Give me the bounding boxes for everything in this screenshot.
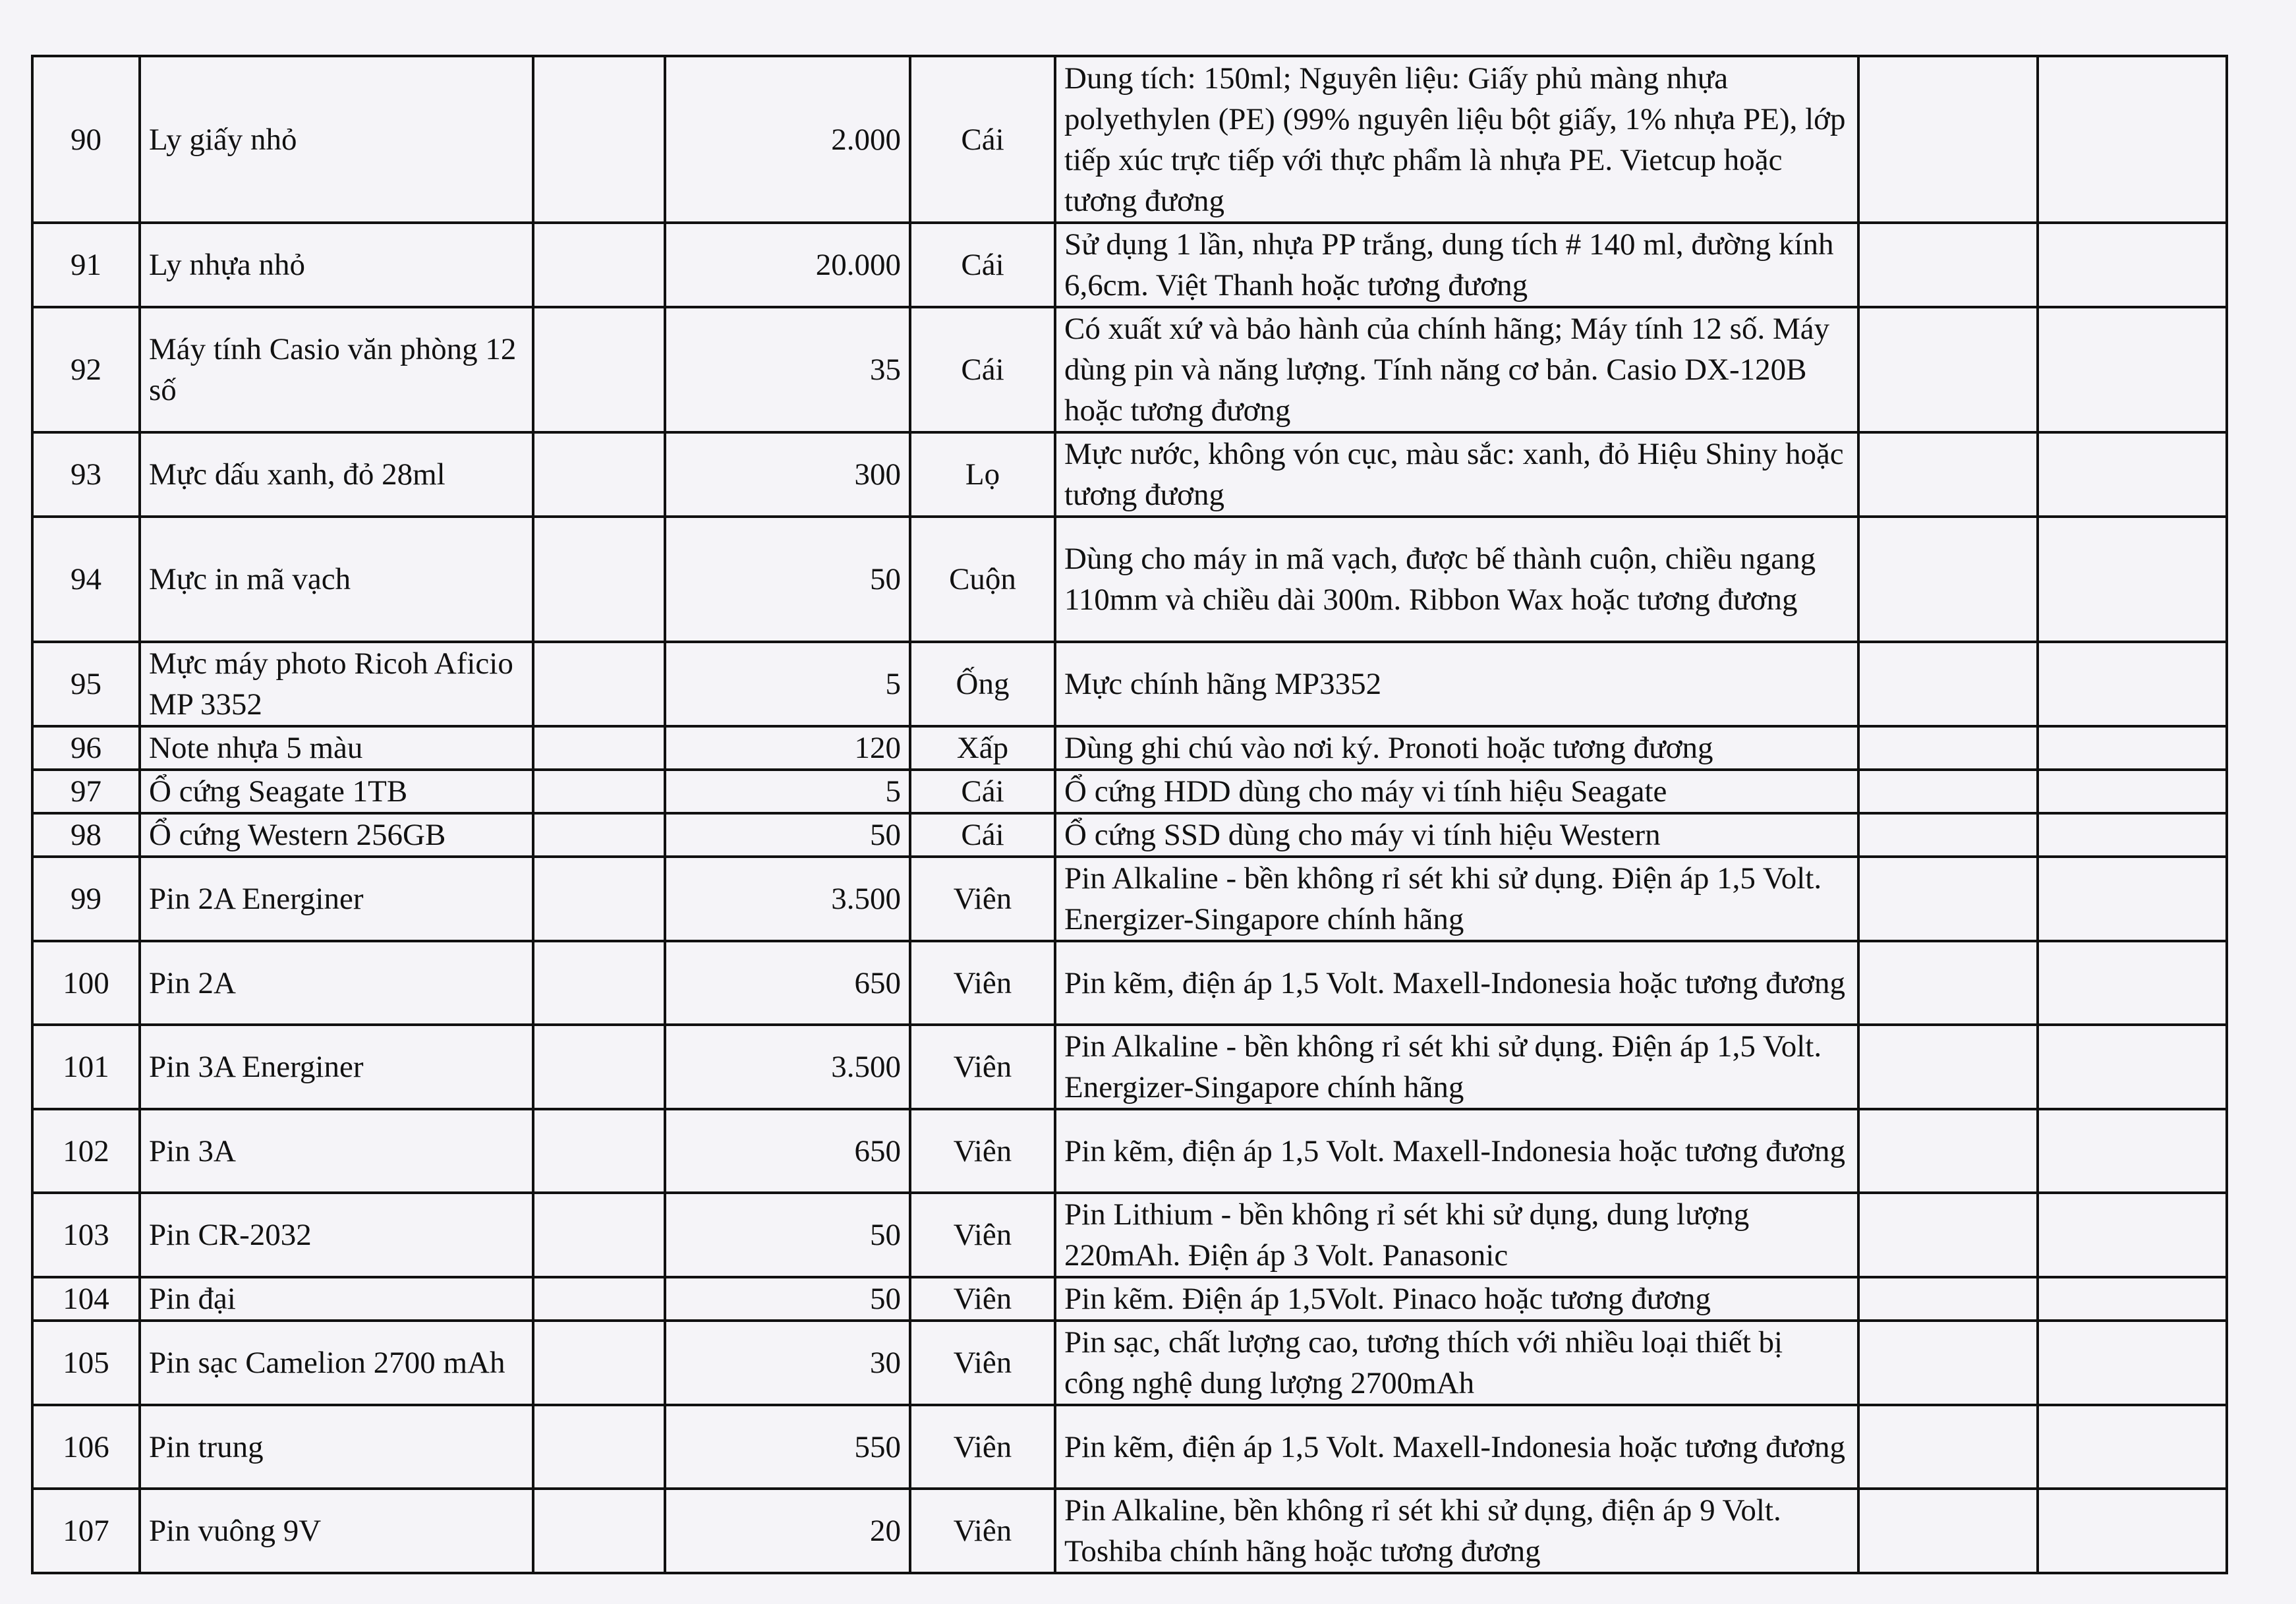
items-table — [31, 55, 2228, 1574]
blank-cell — [2038, 1193, 2227, 1277]
blank-cell — [2038, 1405, 2227, 1489]
item-unit: Cái — [910, 770, 1055, 813]
items-table-body — [32, 56, 2227, 1573]
item-name: Ly giấy nhỏ — [140, 56, 533, 223]
blank-cell — [533, 1109, 665, 1193]
item-quantity: 30 — [665, 1321, 910, 1405]
blank-cell — [533, 642, 665, 726]
item-unit: Viên — [910, 1405, 1055, 1489]
blank-cell — [1858, 1025, 2038, 1109]
item-name: Mực dấu xanh, đỏ 28ml — [140, 432, 533, 517]
table-row — [32, 432, 2227, 517]
blank-cell — [2038, 56, 2227, 223]
blank-cell — [2038, 432, 2227, 517]
item-unit: Cái — [910, 813, 1055, 857]
blank-cell — [533, 857, 665, 941]
row-number: 100 — [32, 941, 140, 1025]
blank-cell — [2038, 1277, 2227, 1321]
item-specification: Dung tích: 150ml; Nguyên liệu: Giấy phủ màng nhựa polyethylen (PE) (99% nguyên liệu bột giấy, 1% nhựa PE), lớp tiếp xúc trực tiếp với thực phẩm là nhựa PE. Vietcup hoặc tương đương — [1055, 56, 1858, 223]
table-row — [32, 517, 2227, 642]
item-specification: Sử dụng 1 lần, nhựa PP trắng, dung tích # 140 ml, đường kính 6,6cm. Việt Thanh hoặc tương đương — [1055, 223, 1858, 307]
item-name: Pin vuông 9V — [140, 1489, 533, 1573]
blank-cell — [533, 770, 665, 813]
item-specification: Pin kẽm, điện áp 1,5 Volt. Maxell-Indonesia hoặc tương đương — [1055, 1109, 1858, 1193]
item-unit: Viên — [910, 1193, 1055, 1277]
item-specification: Mực chính hãng MP3352 — [1055, 642, 1858, 726]
blank-cell — [1858, 223, 2038, 307]
item-quantity: 50 — [665, 1277, 910, 1321]
blank-cell — [2038, 223, 2227, 307]
table-row — [32, 1109, 2227, 1193]
blank-cell — [1858, 432, 2038, 517]
item-name: Pin 2A Energiner — [140, 857, 533, 941]
row-number: 101 — [32, 1025, 140, 1109]
item-quantity: 300 — [665, 432, 910, 517]
blank-cell — [1858, 1109, 2038, 1193]
item-name: Pin CR-2032 — [140, 1193, 533, 1277]
blank-cell — [1858, 1321, 2038, 1405]
item-quantity: 3.500 — [665, 1025, 910, 1109]
item-quantity: 550 — [665, 1405, 910, 1489]
item-specification: Dùng cho máy in mã vạch, được bế thành cuộn, chiều ngang 110mm và chiều dài 300m. Ribbon Wax hoặc tương đương — [1055, 517, 1858, 642]
blank-cell — [1858, 813, 2038, 857]
item-unit: Cái — [910, 223, 1055, 307]
blank-cell — [2038, 857, 2227, 941]
item-quantity: 35 — [665, 307, 910, 432]
item-name: Pin 3A — [140, 1109, 533, 1193]
item-unit: Viên — [910, 1025, 1055, 1109]
item-unit: Lọ — [910, 432, 1055, 517]
blank-cell — [2038, 642, 2227, 726]
blank-cell — [1858, 857, 2038, 941]
blank-cell — [533, 56, 665, 223]
blank-cell — [533, 517, 665, 642]
row-number: 98 — [32, 813, 140, 857]
blank-cell — [533, 1277, 665, 1321]
blank-cell — [533, 223, 665, 307]
blank-cell — [533, 1405, 665, 1489]
item-specification: Mực nước, không vón cục, màu sắc: xanh, đỏ Hiệu Shiny hoặc tương đương — [1055, 432, 1858, 517]
item-specification: Pin kẽm. Điện áp 1,5Volt. Pinaco hoặc tương đương — [1055, 1277, 1858, 1321]
table-row — [32, 857, 2227, 941]
row-number: 105 — [32, 1321, 140, 1405]
blank-cell — [2038, 1025, 2227, 1109]
blank-cell — [1858, 1277, 2038, 1321]
row-number: 93 — [32, 432, 140, 517]
blank-cell — [2038, 307, 2227, 432]
row-number: 99 — [32, 857, 140, 941]
item-specification: Ổ cứng HDD dùng cho máy vi tính hiệu Seagate — [1055, 770, 1858, 813]
item-quantity: 20 — [665, 1489, 910, 1573]
item-specification: Pin sạc, chất lượng cao, tương thích với nhiều loại thiết bị công nghệ dung lượng 2700mAh — [1055, 1321, 1858, 1405]
row-number: 95 — [32, 642, 140, 726]
row-number: 107 — [32, 1489, 140, 1573]
item-name: Ổ cứng Seagate 1TB — [140, 770, 533, 813]
item-unit: Cái — [910, 56, 1055, 223]
blank-cell — [533, 1321, 665, 1405]
item-name: Pin 2A — [140, 941, 533, 1025]
blank-cell — [533, 1489, 665, 1573]
table-row — [32, 223, 2227, 307]
item-name: Note nhựa 5 màu — [140, 726, 533, 770]
table-row — [32, 813, 2227, 857]
item-quantity: 2.000 — [665, 56, 910, 223]
item-quantity: 120 — [665, 726, 910, 770]
row-number: 97 — [32, 770, 140, 813]
item-quantity: 50 — [665, 517, 910, 642]
table-row — [32, 1405, 2227, 1489]
row-number: 104 — [32, 1277, 140, 1321]
item-unit: Cuộn — [910, 517, 1055, 642]
row-number: 102 — [32, 1109, 140, 1193]
blank-cell — [2038, 517, 2227, 642]
blank-cell — [1858, 1193, 2038, 1277]
table-row — [32, 1025, 2227, 1109]
blank-cell — [1858, 726, 2038, 770]
item-name: Mực máy photo Ricoh Aficio MP 3352 — [140, 642, 533, 726]
item-name: Máy tính Casio văn phòng 12 số — [140, 307, 533, 432]
item-name: Pin đại — [140, 1277, 533, 1321]
row-number: 94 — [32, 517, 140, 642]
item-unit: Cái — [910, 307, 1055, 432]
item-name: Ổ cứng Western 256GB — [140, 813, 533, 857]
item-unit: Xấp — [910, 726, 1055, 770]
item-name: Pin 3A Energiner — [140, 1025, 533, 1109]
table-row — [32, 941, 2227, 1025]
row-number: 96 — [32, 726, 140, 770]
table-row — [32, 642, 2227, 726]
blank-cell — [2038, 941, 2227, 1025]
table-row — [32, 1321, 2227, 1405]
blank-cell — [1858, 56, 2038, 223]
blank-cell — [1858, 941, 2038, 1025]
item-unit: Ống — [910, 642, 1055, 726]
blank-cell — [2038, 1321, 2227, 1405]
blank-cell — [1858, 1489, 2038, 1573]
item-unit: Viên — [910, 1277, 1055, 1321]
row-number: 92 — [32, 307, 140, 432]
item-quantity: 20.000 — [665, 223, 910, 307]
blank-cell — [1858, 770, 2038, 813]
blank-cell — [533, 726, 665, 770]
item-quantity: 650 — [665, 1109, 910, 1193]
table-row — [32, 1277, 2227, 1321]
item-quantity: 3.500 — [665, 857, 910, 941]
table-row — [32, 56, 2227, 223]
row-number: 90 — [32, 56, 140, 223]
row-number: 103 — [32, 1193, 140, 1277]
item-specification: Pin kẽm, điện áp 1,5 Volt. Maxell-Indonesia hoặc tương đương — [1055, 1405, 1858, 1489]
item-specification: Pin Alkaline, bền không rỉ sét khi sử dụng, điện áp 9 Volt. Toshiba chính hãng hoặc tương đương — [1055, 1489, 1858, 1573]
item-quantity: 5 — [665, 770, 910, 813]
item-specification: Dùng ghi chú vào nơi ký. Pronoti hoặc tương đương — [1055, 726, 1858, 770]
blank-cell — [1858, 642, 2038, 726]
blank-cell — [533, 1193, 665, 1277]
item-specification: Pin kẽm, điện áp 1,5 Volt. Maxell-Indonesia hoặc tương đương — [1055, 941, 1858, 1025]
blank-cell — [533, 941, 665, 1025]
item-specification: Pin Lithium - bền không rỉ sét khi sử dụng, dung lượng 220mAh. Điện áp 3 Volt. Panasonic — [1055, 1193, 1858, 1277]
item-quantity: 50 — [665, 813, 910, 857]
row-number: 106 — [32, 1405, 140, 1489]
item-unit: Viên — [910, 941, 1055, 1025]
item-specification: Ổ cứng SSD dùng cho máy vi tính hiệu Western — [1055, 813, 1858, 857]
item-specification: Pin Alkaline - bền không rỉ sét khi sử dụng. Điện áp 1,5 Volt. Energizer-Singapore chính hãng — [1055, 857, 1858, 941]
table-row — [32, 726, 2227, 770]
item-quantity: 5 — [665, 642, 910, 726]
item-quantity: 50 — [665, 1193, 910, 1277]
blank-cell — [2038, 726, 2227, 770]
table-row — [32, 1489, 2227, 1573]
item-specification: Pin Alkaline - bền không rỉ sét khi sử dụng. Điện áp 1,5 Volt. Energizer-Singapore chính hãng — [1055, 1025, 1858, 1109]
blank-cell — [2038, 1109, 2227, 1193]
blank-cell — [2038, 813, 2227, 857]
blank-cell — [1858, 1405, 2038, 1489]
blank-cell — [2038, 770, 2227, 813]
row-number: 91 — [32, 223, 140, 307]
item-unit: Viên — [910, 1321, 1055, 1405]
item-name: Pin trung — [140, 1405, 533, 1489]
blank-cell — [533, 307, 665, 432]
blank-cell — [1858, 307, 2038, 432]
blank-cell — [2038, 1489, 2227, 1573]
item-specification: Có xuất xứ và bảo hành của chính hãng; Máy tính 12 số. Máy dùng pin và năng lượng. Tính năng cơ bản. Casio DX-120B hoặc tương đương — [1055, 307, 1858, 432]
blank-cell — [1858, 517, 2038, 642]
item-unit: Viên — [910, 857, 1055, 941]
table-row — [32, 770, 2227, 813]
item-unit: Viên — [910, 1109, 1055, 1193]
blank-cell — [533, 813, 665, 857]
item-name: Mực in mã vạch — [140, 517, 533, 642]
item-name: Ly nhựa nhỏ — [140, 223, 533, 307]
item-quantity: 650 — [665, 941, 910, 1025]
blank-cell — [533, 1025, 665, 1109]
table-row — [32, 1193, 2227, 1277]
item-unit: Viên — [910, 1489, 1055, 1573]
item-name: Pin sạc Camelion 2700 mAh — [140, 1321, 533, 1405]
blank-cell — [533, 432, 665, 517]
table-row — [32, 307, 2227, 432]
